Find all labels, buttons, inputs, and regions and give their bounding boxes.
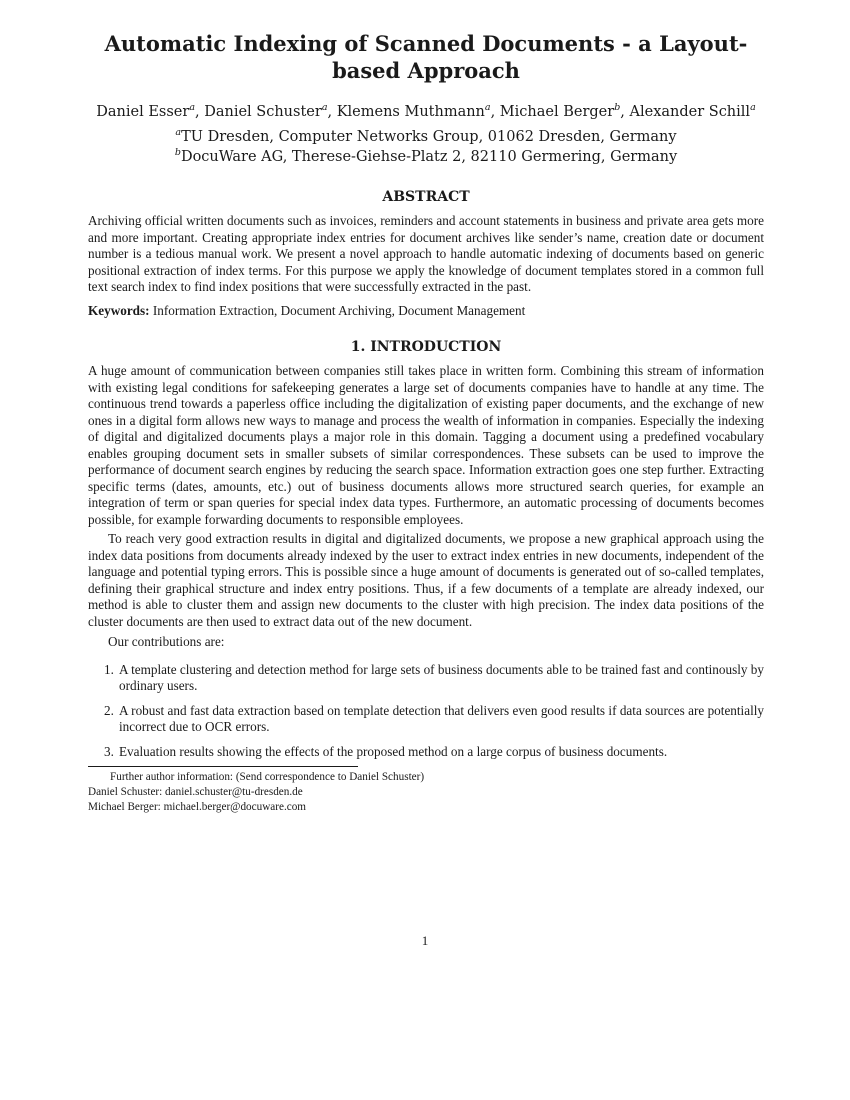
author: Klemens Muthmann$^a$,	[336, 102, 500, 120]
footnote	[88, 770, 764, 815]
author-list	[88, 102, 764, 122]
intro-paragraph-1: A huge amount of communication between companies still takes place in written form. Combining this stream of information with existing legal conditions for safekeeping generates a large set of documents companies have to handle at any time. The continuous trend towards a paperless office including the digitalization of existing paper documents, and the exchange of new ones in a digital form allows new ways to manage and process the wealth of information in companies. Especially the indexing of digital and digitalized documents plays a major role in this domain. Tagging a document using a predefined vocabulary enables grouping document sets in smaller subsets of similar correspondences. These subsets can be used to improve the performance of document search engines by reducing the search space. Information extraction goes one step further. Extracting specific terms (dates, amounts, etc.) out of business documents allows more structured search queries, for example an integration of term or span queries for special index data types. Furthermore, an automatic processing of documents becomes possible, for example forwarding documents to responsible employees.	[88, 363, 764, 527]
footnote-line: Further author information: (Send correspondence to Daniel Schuster)	[110, 771, 425, 783]
introduction-heading: 1. INTRODUCTION	[350, 339, 502, 355]
keywords	[88, 303, 764, 320]
contribution-item: 2. A robust and fast data extraction based on template detection that delivers even good results if data sources are potentially incorrect due to OCR errors.	[104, 702, 764, 734]
author: Daniel Esser$^a$,	[96, 102, 205, 120]
affiliation-b: $^b$DocuWare AG, Therese-Giehse-Platz 2, 82110 Germering, Germany	[174, 146, 678, 165]
intro-paragraph-2: To reach very good extraction results in digital and digitalized documents, we propose a new graphical approach using the index data positions from documents already indexed by the user to extract index entries in new documents, independent of the language and potential typing errors. This is possible since a huge amount of documents is generated out of so-called templates, defining their graphical structure and index entry positions. Thus, if a few documents of a template are already indexed, our method is able to cluster them and assign new documents to the cluster with high precision. The index data positions of the cluster documents are then used to extract data out of the new document.	[88, 531, 764, 629]
author: Alexander Schill$^a$	[629, 102, 756, 120]
paper-page	[88, 30, 764, 815]
abstract-text: Archiving official written documents such as invoices, reminders and account statements in business and private area gets more and more important. Creating appropriate index entries for document archives like sender’s name, creation date or document number is a tedious manual work. We present a novel approach to handle automatic indexing of documents based on generic positional extraction of index terms. For this purpose we apply the knowledge of document templates stored in a common full text search index to find index positions that were successfully extracted in the past.	[88, 213, 764, 294]
contribution-item: 3. Evaluation results showing the effects of the proposed method on a large corpus of business documents.	[104, 743, 668, 759]
affiliations	[88, 128, 764, 167]
author: Michael Berger$^b$,	[499, 102, 630, 120]
affiliation-a: $^a$TU Dresden, Computer Networks Group, 01062 Dresden, Germany	[175, 127, 677, 145]
contributions-lead: Our contributions are:	[108, 634, 225, 649]
footnote-divider	[88, 766, 358, 767]
keywords-label: Keywords:	[88, 302, 150, 318]
author: Daniel Schuster$^a$,	[204, 102, 337, 120]
footnote-line: Michael Berger: michael.berger@docuware.com	[88, 801, 307, 813]
footnote-line: Daniel Schuster: daniel.schuster@tu-dresden.de	[88, 786, 303, 798]
contribution-item: 1. A template clustering and detection method for large sets of business documents able to be trained fast and continously by ordinary users.	[104, 661, 764, 693]
contributions-list	[88, 662, 764, 761]
keywords-text: Information Extraction, Document Archiving, Document Management	[152, 302, 526, 318]
paper-title: Automatic Indexing of Scanned Documents - a Layout-based Approach	[104, 31, 748, 83]
page-number: 1	[421, 933, 429, 948]
abstract-heading: ABSTRACT	[382, 189, 470, 205]
